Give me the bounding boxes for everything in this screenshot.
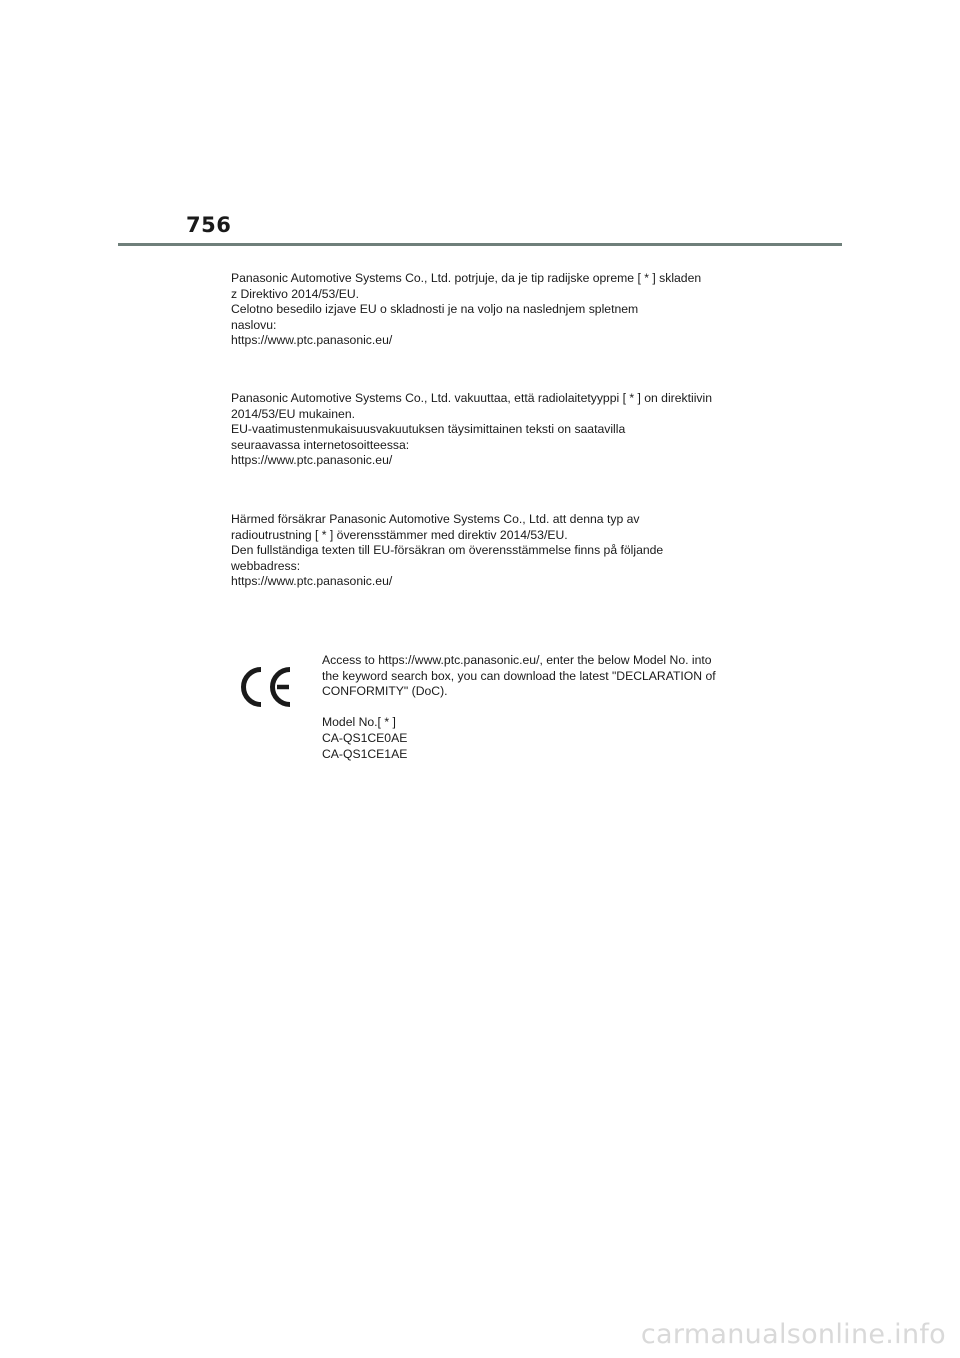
model-label: Model No.[ * ]	[322, 715, 396, 730]
text-line: Panasonic Automotive Systems Co., Ltd. vakuuttaa, että radiolaitetyyppi [ * ] on direktiivin	[231, 391, 712, 405]
text-line: seuraavassa internetosoitteessa:	[231, 437, 410, 452]
text-line: CONFORMITY" (DoC).	[322, 684, 448, 699]
ce-mark-icon	[239, 666, 295, 708]
model-number: CA-QS1CE0AE	[322, 730, 408, 745]
text-line: Den fullständiga texten till EU-försäkran om överensstämmelse finns på följande	[231, 543, 664, 558]
declaration-finnish	[231, 391, 751, 469]
declaration-slovenian	[231, 271, 751, 349]
text-line: naslovu:	[231, 317, 277, 332]
text-line: Panasonic Automotive Systems Co., Ltd. potrjuje, da je tip radijske opreme [ * ] skladen	[231, 271, 702, 285]
text-line: Celotno besedilo izjave EU o skladnosti je na voljo na naslednjem spletnem	[231, 302, 639, 317]
header-divider	[118, 243, 842, 246]
text-line: 2014/53/EU mukainen.	[231, 406, 355, 421]
url-text: https://www.ptc.panasonic.eu/	[231, 574, 393, 589]
page-number: 756	[186, 213, 232, 237]
text-line: Access to https://www.ptc.panasonic.eu/, enter the below Model No. into	[322, 653, 712, 667]
text-line: Härmed försäkrar Panasonic Automotive Systems Co., Ltd. att denna typ av	[231, 512, 640, 526]
text-line: EU-vaatimustenmukaisuusvakuutuksen täysimittainen teksti on saatavilla	[231, 422, 626, 437]
text-line: the keyword search box, you can download the latest "DECLARATION of	[322, 668, 716, 683]
doc-download-info	[322, 653, 742, 762]
declaration-swedish	[231, 512, 751, 590]
watermark: carmanualsonline.info	[640, 1319, 946, 1350]
text-line: radioutrustning [ * ] överensstämmer med direktiv 2014/53/EU.	[231, 527, 568, 542]
text-line: webbadress:	[231, 558, 301, 573]
model-number: CA-QS1CE1AE	[322, 746, 408, 761]
text-line: z Direktivo 2014/53/EU.	[231, 286, 360, 301]
url-text: https://www.ptc.panasonic.eu/	[231, 333, 393, 348]
url-text: https://www.ptc.panasonic.eu/	[231, 453, 393, 468]
spacer	[322, 700, 742, 716]
